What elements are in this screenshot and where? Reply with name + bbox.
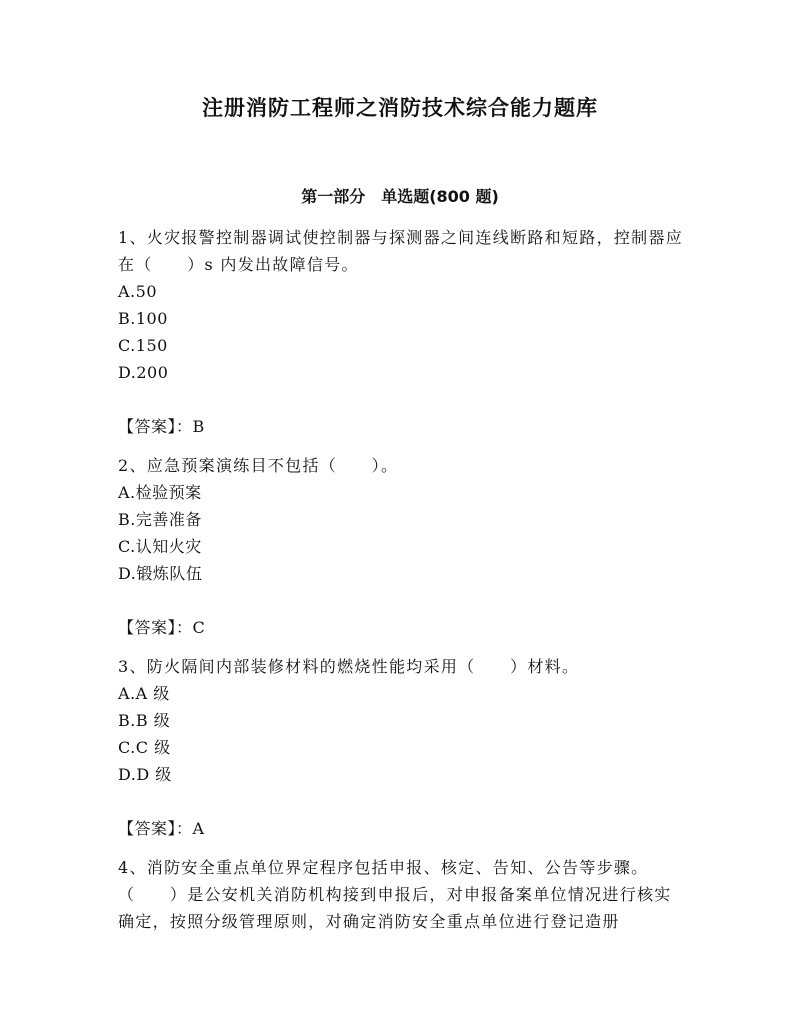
question-list (118, 224, 688, 935)
section-heading: 第一部分 单选题(800 题) (301, 187, 499, 206)
option-d: D.200 (118, 363, 169, 382)
option-b: B.B 级 (118, 711, 171, 730)
question-stem: 2、应急预案演练目不包括（ ）。 (118, 456, 399, 475)
option-c: C.C 级 (118, 738, 171, 757)
answer-value: A (192, 819, 205, 838)
question-1 (118, 224, 688, 440)
option-b: B.100 (118, 309, 168, 328)
question-3 (118, 653, 688, 842)
question-stem: 3、防火隔间内部装修材料的燃烧性能均采用（ ）材料。 (118, 657, 580, 676)
option-b: B.完善准备 (118, 510, 202, 529)
answer-label: 【答案】： (118, 819, 193, 838)
option-c: C.认知火灾 (118, 537, 202, 556)
question-stem: 1、火灾报警控制器调试使控制器与探测器之间连线断路和短路，控制器应在（ ）s 内发出故障信号。 (118, 228, 684, 274)
option-d: D.D 级 (118, 765, 172, 784)
document-title: 注册消防工程师之消防技术综合能力题库 (202, 96, 598, 120)
answer-label: 【答案】： (118, 417, 193, 436)
option-a: A.检验预案 (118, 483, 202, 502)
answer-value: C (192, 618, 206, 637)
answer-line (118, 614, 688, 641)
question-stem: 4、消防安全重点单位界定程序包括申报、核定、告知、公告等步骤。（ ）是公安机关消防机构接到申报后，对申报备案单位情况进行核实确定，按照分级管理原则，对确定消防安全重点单位进行登记造册 (118, 858, 672, 931)
option-d: D.锻炼队伍 (118, 564, 203, 583)
option-c: C.150 (118, 336, 168, 355)
answer-label: 【答案】： (118, 618, 193, 637)
question-2 (118, 452, 688, 641)
answer-line (118, 413, 688, 440)
option-a: A.50 (118, 282, 157, 301)
answer-value: B (192, 417, 205, 436)
answer-line (118, 815, 688, 842)
question-4 (118, 854, 688, 935)
option-a: A.A 级 (118, 684, 170, 703)
